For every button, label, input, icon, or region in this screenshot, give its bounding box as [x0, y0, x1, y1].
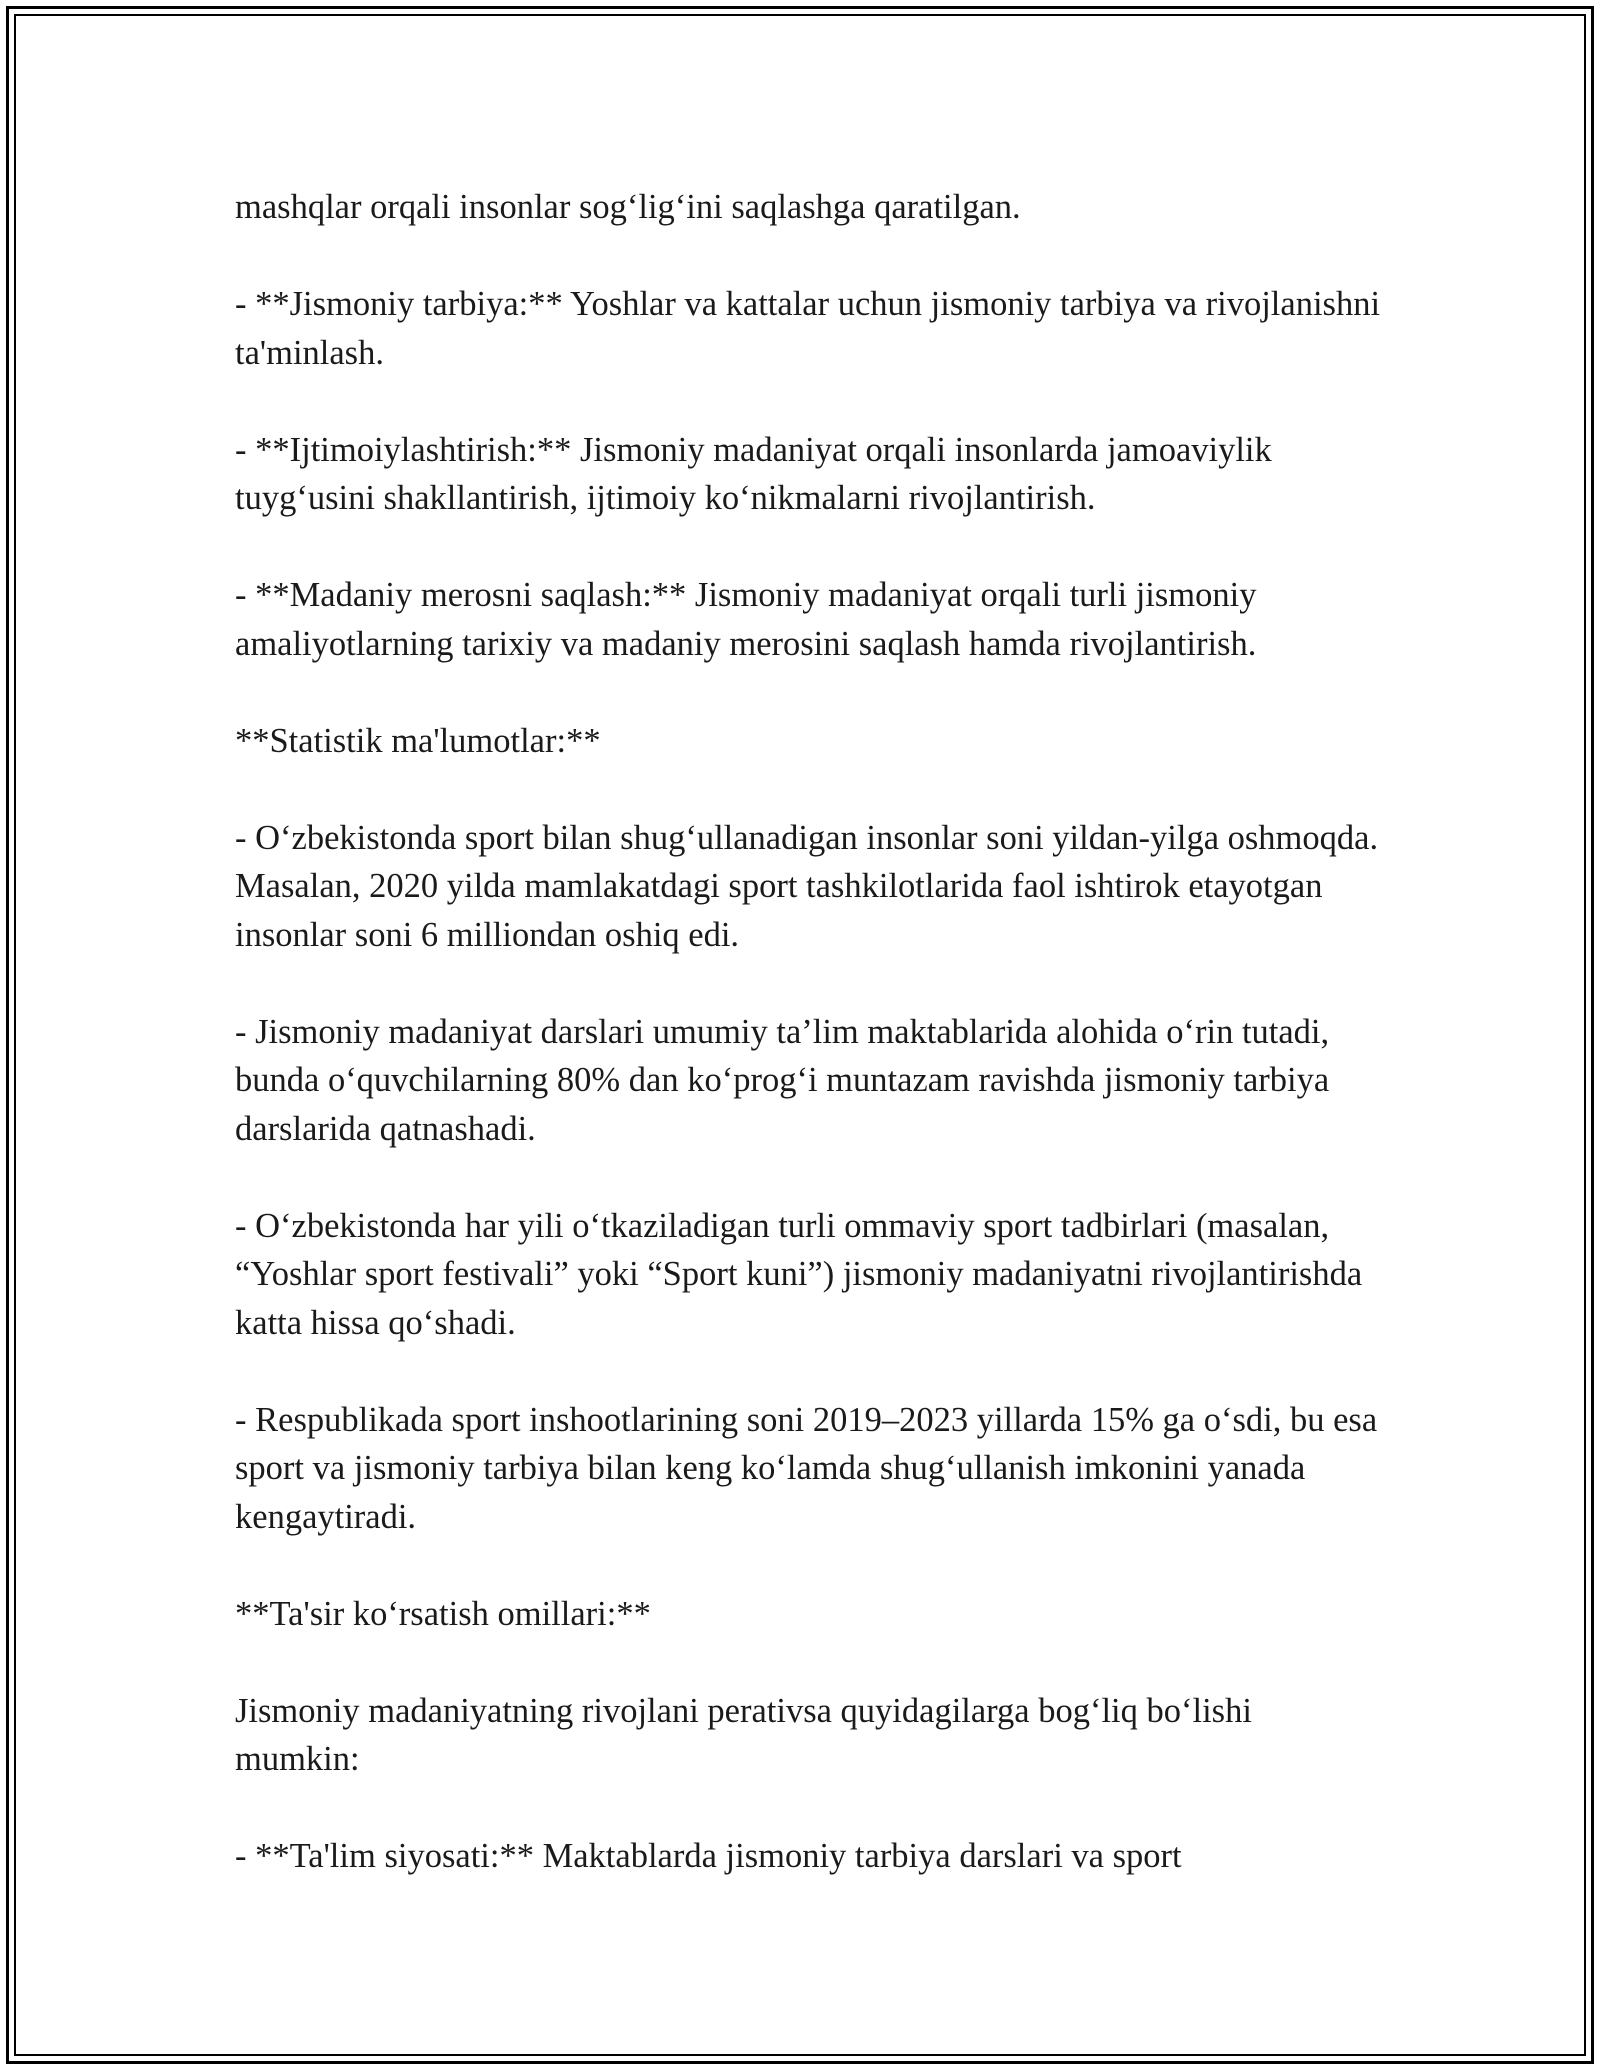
paragraph-tasir-intro: Jismoniy madaniyatning rivojlani perativsa quyidagilarga bog‘liq bo‘lishi mumkin:: [235, 1691, 1252, 1778]
section-heading-tasir: **Ta'sir ko‘rsatish omillari:**: [235, 1594, 651, 1633]
list-item-ijtimoiylashtirish: - **Ijtimoiylashtirish:** Jismoniy madaniyat orqali insonlarda jamoaviylik tuyg‘usini shakllantirish, ijtimoiy ko‘nikmalarni rivojlantirish.: [235, 430, 1272, 517]
list-item-stat-tadbirlar: - O‘zbekistonda har yili o‘tkaziladigan turli ommaviy sport tadbirlari (masalan, “Yoshlar sport festivali” yoki “Sport kuni”) jismoniy madaniyatni rivojlantirishda katta hissa qo‘shadi.: [235, 1206, 1363, 1342]
list-item-jismoniy-tarbiya: - **Jismoniy tarbiya:** Yoshlar va kattalar uchun jismoniy tarbiya va rivojlanishni ta'minlash.: [235, 285, 1381, 372]
list-item-stat-sport-insonlar: - O‘zbekistonda sport bilan shug‘ullanadigan insonlar soni yildan-yilga oshmoqda. Masalan, 2020 yilda mamlakatdagi sport tashkilotlarida faol ishtirok etayotgan insonlar soni 6 milliondan oshiq edi.: [235, 818, 1379, 954]
section-heading-statistik: **Statistik ma'lumotlar:**: [235, 721, 601, 760]
paragraph-intro-continuation: mashqlar orqali insonlar sog‘lig‘ini saqlashga qaratilgan.: [235, 188, 1021, 226]
list-item-stat-darslar: - Jismoniy madaniyat darslari umumiy ta’lim maktablarida alohida o‘rin tutadi, bunda o‘quvchilarning 80% dan ko‘prog‘i muntazam ravishda jismoniy tarbiya darslarida qatnashadi.: [235, 1012, 1330, 1148]
document-body: [235, 183, 1385, 1881]
list-item-talim-siyosati: - **Ta'lim siyosati:** Maktablarda jismoniy tarbiya darslari va sport: [235, 1837, 1182, 1875]
list-item-madaniy-meros: - **Madaniy merosni saqlash:** Jismoniy madaniyat orqali turli jismoniy amaliyotlarning tarixiy va madaniy merosini saqlash hamda rivojlantirish.: [235, 576, 1257, 663]
list-item-stat-inshootlar: - Respublikada sport inshootlarining soni 2019–2023 yillarda 15% ga o‘sdi, bu esa sport va jismoniy tarbiya bilan keng ko‘lamda shug‘ullanish imkonini yanada kengaytiradi.: [235, 1400, 1378, 1536]
